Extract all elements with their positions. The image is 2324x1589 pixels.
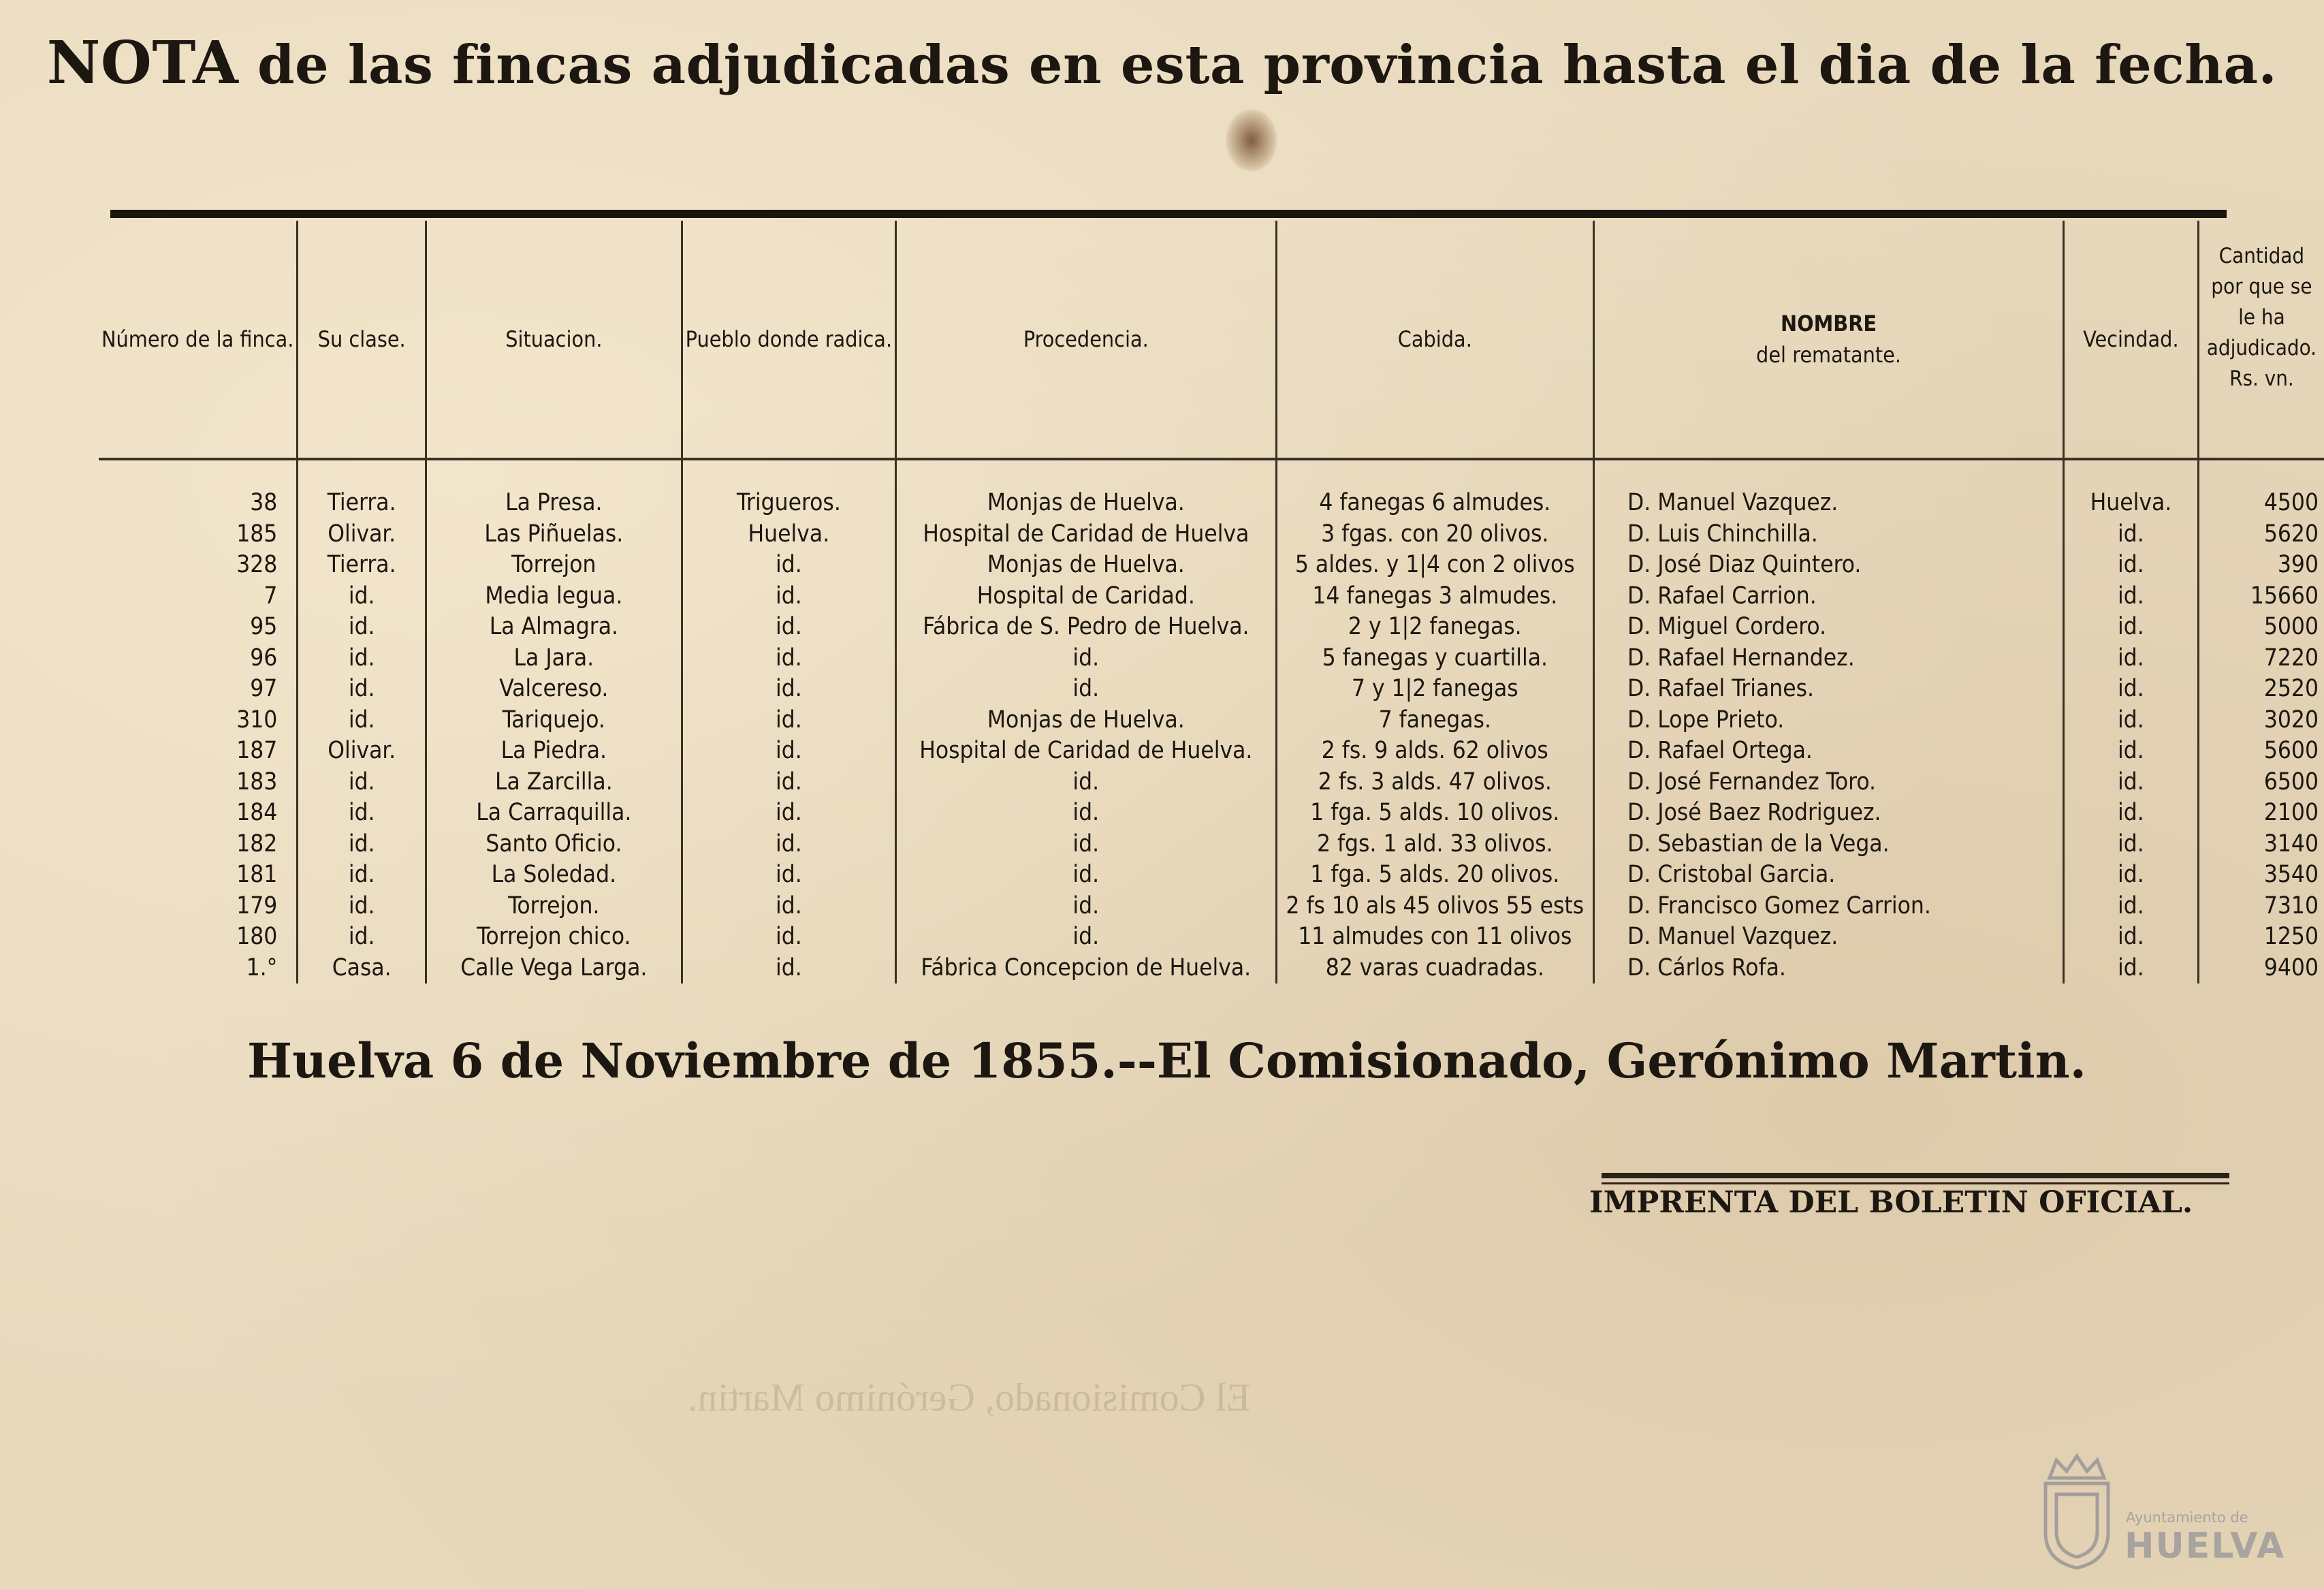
cell-vecindad: id. xyxy=(2064,674,2199,705)
table-spacer xyxy=(99,459,2324,488)
cell-numero: 7 xyxy=(264,582,278,610)
cell-clase: id. xyxy=(298,612,426,643)
header-vecindad: Vecindad. xyxy=(2064,221,2199,459)
cell-vecindad: id. xyxy=(2064,643,2199,674)
table-row xyxy=(99,643,2324,674)
cell-vecindad: id. xyxy=(2064,550,2199,581)
cell-nombre: D. Cristobal Garcia. xyxy=(1594,860,2064,891)
cell-situacion: La Piedra. xyxy=(426,736,682,767)
cell-vecindad: id. xyxy=(2064,922,2199,953)
cell-numero: 181 xyxy=(236,861,278,888)
imprenta-rule-thin xyxy=(1602,1182,2229,1184)
header-cabida: Cabida. xyxy=(1276,221,1594,459)
cell-pueblo: id. xyxy=(682,736,895,767)
cell-numero: 38 xyxy=(250,489,278,516)
document-title xyxy=(0,29,2324,97)
cell-cabida: 2 fs. 9 alds. 62 olivos xyxy=(1276,736,1594,767)
cell-clase: Olivar. xyxy=(298,736,426,767)
cell-vecindad: id. xyxy=(2064,767,2199,798)
cell-procedencia: Fábrica Concepcion de Huelva. xyxy=(896,953,1276,984)
cell-vecindad: id. xyxy=(2064,953,2199,984)
cell-numero: 179 xyxy=(236,892,278,919)
table-row xyxy=(99,736,2324,767)
cell-clase: id. xyxy=(298,581,426,612)
cell-situacion: Calle Vega Larga. xyxy=(426,953,682,984)
table-row xyxy=(99,829,2324,860)
cell-cantidad: 1250 xyxy=(2198,922,2324,953)
cell-vecindad: Huelva. xyxy=(2064,488,2199,519)
header-nombre-line1: NOMBRE xyxy=(1781,311,1877,336)
cell-procedencia: Hospital de Caridad de Huelva xyxy=(896,519,1276,550)
cell-vecindad: id. xyxy=(2064,705,2199,736)
table-body xyxy=(99,459,2324,984)
cell-situacion: La Almagra. xyxy=(426,612,682,643)
cell-cantidad: 5000 xyxy=(2198,612,2324,643)
cell-cabida: 7 y 1|2 fanegas xyxy=(1276,674,1594,705)
cell-pueblo: id. xyxy=(682,643,895,674)
cell-procedencia: id. xyxy=(896,860,1276,891)
cell-situacion: Torrejon. xyxy=(426,891,682,922)
cell-situacion: La Zarcilla. xyxy=(426,767,682,798)
cell-nombre: D. Sebastian de la Vega. xyxy=(1594,829,2064,860)
cell-clase: id. xyxy=(298,829,426,860)
cell-nombre: D. Lope Prieto. xyxy=(1594,705,2064,736)
cell-nombre: D. Cárlos Rofa. xyxy=(1594,953,2064,984)
table-row xyxy=(99,767,2324,798)
header-nombre xyxy=(1594,221,2064,459)
cell-nombre: D. Rafael Trianes. xyxy=(1594,674,2064,705)
cell-nombre: D. Rafael Ortega. xyxy=(1594,736,2064,767)
cell-cantidad: 4500 xyxy=(2198,488,2324,519)
top-rule xyxy=(110,210,2227,218)
cell-vecindad: id. xyxy=(2064,860,2199,891)
header-cantidad: Cantidad por que se le ha adjudicado. Rs. vn. xyxy=(2198,221,2324,459)
cell-vecindad: id. xyxy=(2064,612,2199,643)
header-procedencia: Procedencia. xyxy=(896,221,1276,459)
cell-cabida: 14 fanegas 3 almudes. xyxy=(1276,581,1594,612)
cell-cantidad: 3540 xyxy=(2198,860,2324,891)
imprenta-credit: IMPRENTA DEL BOLETIN OFICIAL. xyxy=(1589,1185,2193,1220)
cell-situacion: Media legua. xyxy=(426,581,682,612)
cell-situacion: La Soledad. xyxy=(426,860,682,891)
cell-pueblo: id. xyxy=(682,953,895,984)
cell-clase: id. xyxy=(298,860,426,891)
cell-pueblo: id. xyxy=(682,550,895,581)
header-numero: Número de la finca. xyxy=(99,221,298,459)
cell-pueblo: id. xyxy=(682,767,895,798)
table-row xyxy=(99,798,2324,829)
table-row xyxy=(99,922,2324,953)
cell-numero: 185 xyxy=(236,520,278,548)
cell-nombre: D. José Fernandez Toro. xyxy=(1594,767,2064,798)
cell-nombre: D. Rafael Hernandez. xyxy=(1594,643,2064,674)
cell-numero: 97 xyxy=(250,675,278,702)
cell-vecindad: id. xyxy=(2064,829,2199,860)
cell-clase: Olivar. xyxy=(298,519,426,550)
cell-nombre: D. Manuel Vazquez. xyxy=(1594,922,2064,953)
cell-numero: 328 xyxy=(236,551,278,578)
header-pueblo: Pueblo donde radica. xyxy=(682,221,895,459)
cell-pueblo: id. xyxy=(682,581,895,612)
cell-numero: 1.° xyxy=(246,954,278,981)
watermark-line1: Ayuntamiento de xyxy=(2126,1509,2248,1526)
cell-clase: id. xyxy=(298,643,426,674)
cell-vecindad: id. xyxy=(2064,519,2199,550)
cell-cabida: 2 fgs. 1 ald. 33 olivos. xyxy=(1276,829,1594,860)
cell-numero: 96 xyxy=(250,644,278,672)
cell-procedencia: id. xyxy=(896,922,1276,953)
cell-cantidad: 5600 xyxy=(2198,736,2324,767)
cell-situacion: Valcereso. xyxy=(426,674,682,705)
cell-clase: id. xyxy=(298,705,426,736)
ink-stain xyxy=(1226,109,1277,172)
cell-numero: 180 xyxy=(236,923,278,950)
cell-pueblo: Huelva. xyxy=(682,519,895,550)
header-nombre-line2: del rematante. xyxy=(1756,342,1902,368)
crown-shield-icon xyxy=(2036,1451,2118,1570)
cell-procedencia: Monjas de Huelva. xyxy=(896,550,1276,581)
cell-situacion: Santo Oficio. xyxy=(426,829,682,860)
cell-cantidad: 6500 xyxy=(2198,767,2324,798)
table-row xyxy=(99,581,2324,612)
cell-cabida: 2 fs. 3 alds. 47 olivos. xyxy=(1276,767,1594,798)
table-row xyxy=(99,488,2324,519)
cell-pueblo: id. xyxy=(682,922,895,953)
cell-clase: Tierra. xyxy=(298,488,426,519)
cell-nombre: D. José Baez Rodriguez. xyxy=(1594,798,2064,829)
table-row xyxy=(99,550,2324,581)
cell-cantidad: 3020 xyxy=(2198,705,2324,736)
table-row xyxy=(99,519,2324,550)
cell-clase: id. xyxy=(298,891,426,922)
cell-cabida: 1 fga. 5 alds. 20 olivos. xyxy=(1276,860,1594,891)
cell-cabida: 5 aldes. y 1|4 con 2 olivos xyxy=(1276,550,1594,581)
cell-cabida: 2 y 1|2 fanegas. xyxy=(1276,612,1594,643)
cell-procedencia: Hospital de Caridad. xyxy=(896,581,1276,612)
table-row xyxy=(99,674,2324,705)
cell-cabida: 7 fanegas. xyxy=(1276,705,1594,736)
table-row xyxy=(99,953,2324,984)
cell-numero: 95 xyxy=(250,613,278,640)
cell-cantidad: 2520 xyxy=(2198,674,2324,705)
cell-cantidad: 7310 xyxy=(2198,891,2324,922)
huelva-watermark-logo xyxy=(2036,1451,2286,1573)
cell-cantidad: 3140 xyxy=(2198,829,2324,860)
cell-numero: 184 xyxy=(236,799,278,826)
cell-situacion: Torrejon chico. xyxy=(426,922,682,953)
cell-procedencia: Fábrica de S. Pedro de Huelva. xyxy=(896,612,1276,643)
cell-cabida: 82 varas cuadradas. xyxy=(1276,953,1594,984)
cell-cabida: 5 fanegas y cuartilla. xyxy=(1276,643,1594,674)
cell-cabida: 11 almudes con 11 olivos xyxy=(1276,922,1594,953)
cell-procedencia: id. xyxy=(896,643,1276,674)
cell-cantidad: 9400 xyxy=(2198,953,2324,984)
cell-cabida: 1 fga. 5 alds. 10 olivos. xyxy=(1276,798,1594,829)
cell-pueblo: id. xyxy=(682,612,895,643)
cell-clase: Tierra. xyxy=(298,550,426,581)
cell-cantidad: 7220 xyxy=(2198,643,2324,674)
header-situacion: Situacion. xyxy=(426,221,682,459)
cell-situacion: Torrejon xyxy=(426,550,682,581)
watermark-line2: HUELVA xyxy=(2124,1526,2286,1567)
bleed-through-text: El Comisionado, Gerónimo Martin. xyxy=(688,1375,1251,1419)
cell-pueblo: id. xyxy=(682,705,895,736)
cell-cabida: 2 fs 10 als 45 olivos 55 ests xyxy=(1276,891,1594,922)
cell-nombre: D. Manuel Vazquez. xyxy=(1594,488,2064,519)
cell-clase: id. xyxy=(298,798,426,829)
cell-clase: id. xyxy=(298,922,426,953)
cell-vecindad: id. xyxy=(2064,891,2199,922)
cell-vecindad: id. xyxy=(2064,798,2199,829)
footer-signature: Huelva 6 de Noviembre de 1855.--El Comisionado, Gerónimo Martin. xyxy=(246,1033,2086,1089)
header-row xyxy=(99,221,2324,459)
cell-cantidad: 390 xyxy=(2198,550,2324,581)
fincas-table xyxy=(99,221,2324,984)
cell-procedencia: id. xyxy=(896,674,1276,705)
cell-cabida: 4 fanegas 6 almudes. xyxy=(1276,488,1594,519)
cell-vecindad: id. xyxy=(2064,581,2199,612)
table-row xyxy=(99,612,2324,643)
cell-numero: 310 xyxy=(236,706,278,734)
cell-pueblo: id. xyxy=(682,674,895,705)
cell-situacion: Tariquejo. xyxy=(426,705,682,736)
cell-clase: Casa. xyxy=(298,953,426,984)
cell-situacion: La Jara. xyxy=(426,643,682,674)
cell-numero: 182 xyxy=(236,830,278,858)
table-row xyxy=(99,860,2324,891)
cell-procedencia: Monjas de Huelva. xyxy=(896,705,1276,736)
cell-cabida: 3 fgas. con 20 olivos. xyxy=(1276,519,1594,550)
header-clase: Su clase. xyxy=(298,221,426,459)
cell-cantidad: 15660 xyxy=(2198,581,2324,612)
title-rest: de las fincas adjudicadas en esta provincia hasta el dia de la fecha. xyxy=(238,34,2278,96)
title-lead: NOTA xyxy=(46,29,239,97)
cell-clase: id. xyxy=(298,674,426,705)
cell-cantidad: 2100 xyxy=(2198,798,2324,829)
cell-situacion: Las Piñuelas. xyxy=(426,519,682,550)
cell-pueblo: Trigueros. xyxy=(682,488,895,519)
cell-nombre: D. Francisco Gomez Carrion. xyxy=(1594,891,2064,922)
cell-nombre: D. José Diaz Quintero. xyxy=(1594,550,2064,581)
cell-nombre: D. Rafael Carrion. xyxy=(1594,581,2064,612)
cell-nombre: D. Luis Chinchilla. xyxy=(1594,519,2064,550)
cell-nombre: D. Miguel Cordero. xyxy=(1594,612,2064,643)
table-row xyxy=(99,891,2324,922)
cell-numero: 183 xyxy=(236,768,278,796)
cell-procedencia: id. xyxy=(896,891,1276,922)
cell-procedencia: id. xyxy=(896,829,1276,860)
cell-numero: 187 xyxy=(236,737,278,764)
cell-situacion: La Carraquilla. xyxy=(426,798,682,829)
cell-pueblo: id. xyxy=(682,891,895,922)
cell-situacion: La Presa. xyxy=(426,488,682,519)
cell-procedencia: id. xyxy=(896,798,1276,829)
cell-clase: id. xyxy=(298,767,426,798)
cell-pueblo: id. xyxy=(682,798,895,829)
cell-procedencia: Hospital de Caridad de Huelva. xyxy=(896,736,1276,767)
table-row xyxy=(99,705,2324,736)
cell-pueblo: id. xyxy=(682,829,895,860)
cell-procedencia: id. xyxy=(896,767,1276,798)
cell-cantidad: 5620 xyxy=(2198,519,2324,550)
cell-procedencia: Monjas de Huelva. xyxy=(896,488,1276,519)
cell-vecindad: id. xyxy=(2064,736,2199,767)
cell-pueblo: id. xyxy=(682,860,895,891)
imprenta-rule xyxy=(1602,1173,2229,1178)
